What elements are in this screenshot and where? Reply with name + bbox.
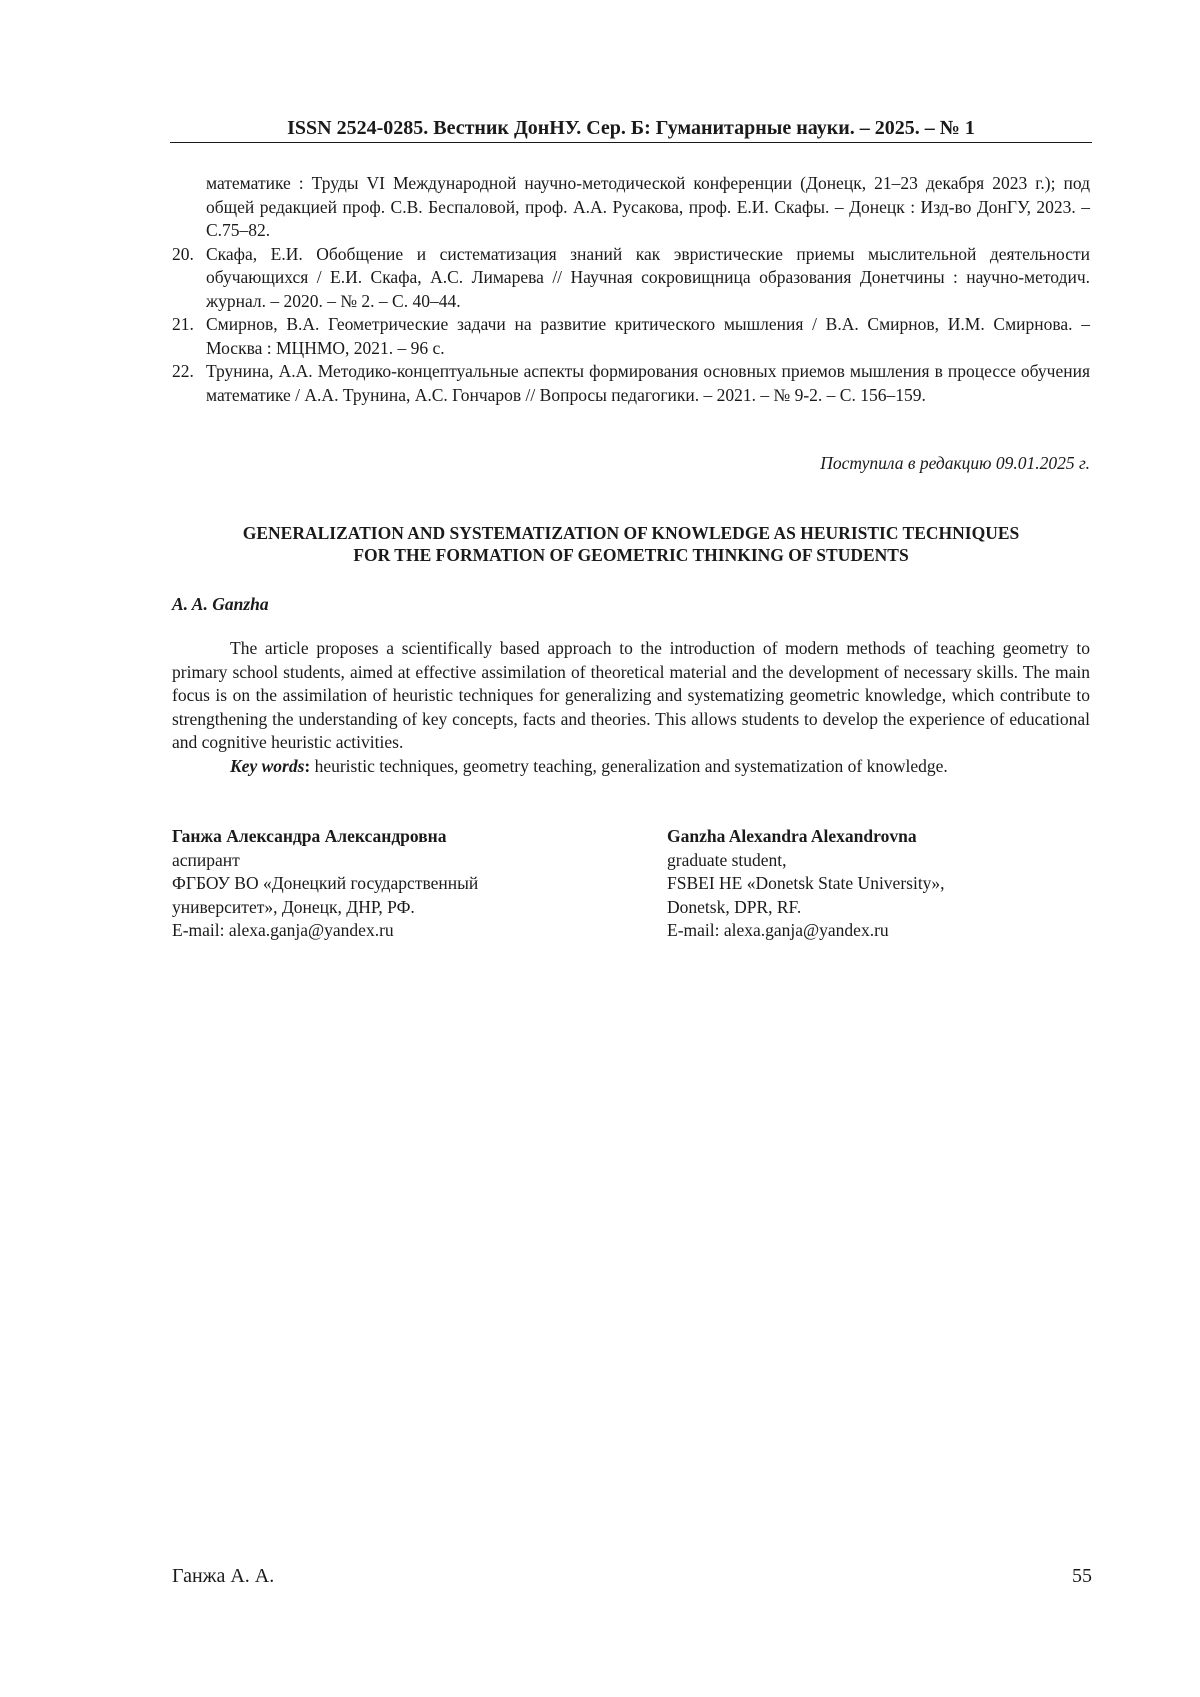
author-org-en-line-2: Donetsk, DPR, RF. [667, 896, 802, 917]
reference-text: Скафа, Е.И. Обобщение и систематизация знаний как эвристические приемы мыслительной деятельности обучающихся / Е.И. Скафа, А.С. Лимарева // Научная сокровищница образования Донетчины : научно-методич. журнал. – 2020. – № 2. – С. 40–44. [206, 243, 1090, 311]
author-email-ru[interactable]: E-mail: alexa.ganja@yandex.ru [172, 920, 394, 940]
author-org-ru-line-1: ФГБОУ ВО «Донецкий государственный [172, 873, 479, 893]
keywords-label: Key words [230, 755, 305, 776]
footer-author: Ганжа А. А. [172, 1565, 275, 1587]
page-number: 55 [1072, 1565, 1092, 1587]
reference-text: Смирнов, В.А. Геометрические задачи на развитие критического мышления / В.А. Смирнов, И.М. Смирнова. – Москва : МЦНМО, 2021. – 96 с. [206, 314, 1090, 358]
author-info-russian [172, 825, 592, 943]
author-name-en: Ganzha Alexandra Alexandrovna [667, 826, 917, 846]
english-title-line-1: GENERALIZATION AND SYSTEMATIZATION OF KNOWLEDGE AS HEURISTIC TECHNIQUES [242, 523, 1020, 543]
author-org-en-line-1: FSBEI HE «Donetsk State University», [667, 873, 945, 893]
english-author: A. A. Ganzha [172, 594, 269, 614]
received-date: Поступила в редакцию 09.01.2025 г. [820, 453, 1090, 473]
english-title [170, 522, 1092, 566]
author-org-ru-line-2: университет», Донецк, ДНР, РФ. [172, 896, 415, 917]
english-title-line-2: FOR THE FORMATION OF GEOMETRIC THINKING OF STUDENTS [353, 545, 909, 565]
keywords-text: heuristic techniques, geometry teaching, generalization and systematization of knowledge. [310, 755, 948, 776]
reference-number: 21. [172, 314, 194, 334]
reference-text: Трунина, А.А. Методико-концептуальные аспекты формирования основных приемов мышления в процессе обучения математике / А.А. Трунина, А.С. Гончаров // Вопросы педагогики. – 2021. – № 9-2. – С. 156–159. [206, 361, 1090, 405]
author-email-en[interactable]: E-mail: alexa.ganja@yandex.ru [667, 920, 889, 940]
author-position-ru: аспирант [172, 849, 240, 870]
english-abstract [172, 637, 1090, 778]
header-rule [170, 142, 1092, 143]
reference-continuation: математике : Труды VI Международной научно-методической конференции (Донецк, 21–23 декабря 2023 г.); под общей редакцией проф. С.В. Беспаловой, проф. А.А. Русакова, проф. Е.И. Скафы. – Донецк : Изд-во ДонГУ, 2023. – С.75–82. [206, 173, 1090, 240]
reference-number: 20. [172, 243, 194, 264]
abstract-text: The article proposes a scientifically based approach to the introduction of modern methods of teaching geometry to primary school students, aimed at effective assimilation of theoretical material and the development of necessary skills. The main focus is on the assimilation of heuristic techniques for generalizing and systematizing geometric knowledge, which contribute to strengthening the understanding of key concepts, facts and theories. This allows students to develop the experience of educational and cognitive heuristic activities. [172, 638, 1090, 752]
author-info-english [667, 825, 1092, 943]
author-position-en: graduate student, [667, 849, 787, 870]
reference-number: 22. [172, 361, 194, 381]
running-header: ISSN 2524-0285. Вестник ДонНУ. Сер. Б: Гуманитарные науки. – 2025. – № 1 [287, 117, 975, 139]
keywords-colon: : [304, 755, 311, 776]
reference-item [172, 360, 1090, 407]
reference-list [172, 172, 1090, 407]
reference-item [172, 313, 1090, 360]
author-name-ru: Ганжа Александра Александровна [172, 826, 447, 846]
reference-item [172, 243, 1090, 314]
keywords-paragraph [172, 755, 1090, 779]
